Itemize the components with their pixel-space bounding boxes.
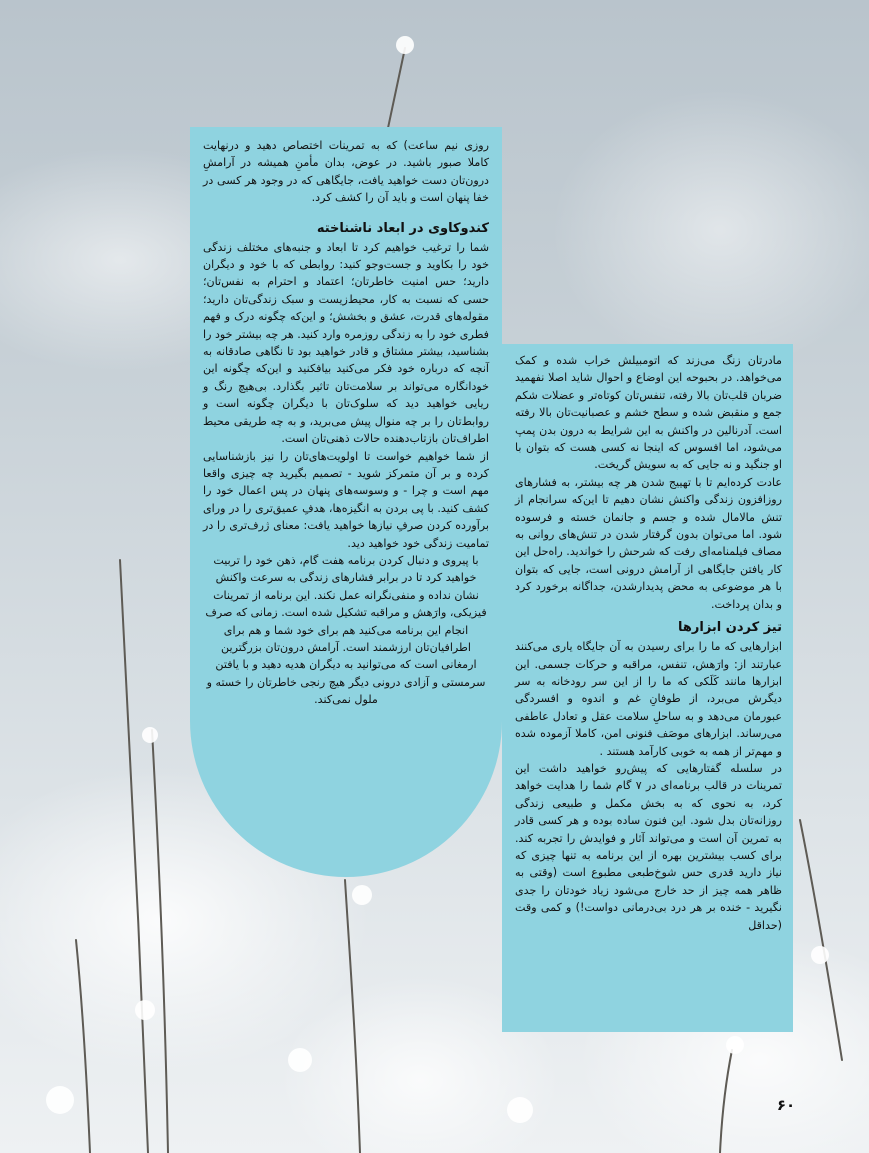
body-paragraph: در سلسله گفتارهایی که پیش‌رو خواهید داشت این تمرینات در قالب برنامه‌ای در ۷ گام شما را هدایت خواهد کرد، به نحوی که به بخش مکمل و طبیعی زندگی روزانه‌تان بدل شود. این فنون ساده بوده و هر کسی قادر به تمرین آن است و می‌تواند آثار و فوایدش را تجربه کند. برای کسب بیشترین بهره از این برنامه به تنها چیزی که نیاز دارید قدری حس شوخ‌طبعی مطبوع است (وقتی به ظاهر همه چیز از حد خارج می‌شود زیاد خودتان را جدی نگیرید - خنده بر هر درد بی‌درمانی دواست!) و کمی وقت (حداقل bbox=[515, 761, 782, 932]
snow-tuft bbox=[811, 946, 829, 964]
plant-stem bbox=[388, 48, 405, 128]
snow-tuft bbox=[288, 1048, 312, 1072]
text-panel-right bbox=[502, 344, 793, 1032]
text-panel-left bbox=[190, 127, 502, 877]
body-paragraph: عادت کرده‌ایم تا با تهییج شدن هر چه بیشتر، به فشارهای روزافزون زندگی واکنش نشان دهیم تا این‌که سرانجام از تنش مالامال شده و جسم و جانمان خسته و فرسوده شود. اما می‌توان بدون گرفتار شدن در تنش‌های روانی به مصاف فیلمنامه‌ای رفت که شرحش را خوانديد. راه‌حل این کار یافتن جایگاهی از آرامش درونی است، جایی که بتوان با هر موضوعی به محض پدیدارشدن، جداگانه برخورد کرد و بدان پرداخت. bbox=[515, 475, 782, 611]
plant-stem bbox=[345, 880, 360, 1153]
plant-stem bbox=[152, 730, 168, 1153]
snow-tuft bbox=[352, 885, 372, 905]
snow-tuft bbox=[396, 36, 414, 54]
snow-tuft bbox=[142, 727, 158, 743]
body-paragraph: با پیروی و دنبال کردن برنامه هفت گام، ذهن خود را تربیت خواهید کرد تا در برابر فشارهای زندگی به سرعت واکنش نشان نداده و منفی‌نگرانه عمل نکند. این برنامه از تمرینات فیزیکی، وارَهش و مراقبه تشکیل شده است. زمانی که صرف انجام این برنامه می‌کنید هم برای خود شما و هم برای اطرافیان‌تان ارزشمند است. آرامش درون‌تان بزرگترین ارمغانی است که می‌توانید به دیگران هدیه دهید و با یافتن سرمستی و آزادی درونی دیگر هیچ رنجی خاطرتان را خسته و ملول نمی‌کند. bbox=[205, 553, 487, 707]
plant-stem bbox=[720, 1050, 732, 1153]
plant-stem bbox=[120, 560, 148, 1153]
body-paragraph: ابزارهایی که ما را برای رسیدن به آن جایگاه یاری می‌کنند عبارتند از: وارَهش، تنفس، مراقبه و حرکات جسمی. این ابزارها مانند کَلَکی که ما را از این سر رودخانه به سر دیگرش می‌برد، از طوفانِ غم و اندوه و افسردگی عبورمان می‌دهد و به ساحلِ سلامت عقل و تعادل عاطفی می‌رساند. ابزارهای موصَف فنونی امن، کاملا آزموده شده و مهم‌تر از همه به خوبی کارآمد هستند . bbox=[515, 640, 782, 758]
body-paragraph: از شما خواهیم خواست تا اولویت‌های‌تان را نیز بازشناسایی کرده و بر آن متمرکز شوید - تصمیم بگیرید چه چیزی واقعا مهم است و چرا - و وسوسه‌های پنهان در پس اعمال خود را کشف کنید. با پی بردن به انگیزه‌ها، هدفِ عمیق‌تری را در ورای برآورده کردن صرفِ نیازها خواهید یافت: معنای ژرف‌تری را در تمامیت زندگی خود خواهید دید. bbox=[203, 449, 489, 550]
section-heading: تیز کردن ابزارها bbox=[678, 620, 782, 636]
body-paragraph: شما را ترغیب خواهیم کرد تا ابعاد و جنبه‌های مختلف زندگی خود را بکاوید و جست‌وجو کنید: روابطی که با خود و دیگران دارید؛ حس امنیت خاطرتان؛ اعتماد و احترام به نفس‌تان؛ حسی که نسبت به کار، محیط‌زیست و سبک زندگی‌تان دارید؛ مقوله‌های قدرت، عشق و بخشش؛ و این‌که چگونه درک و فهم فطری خود را به زندگی روزمره وارد کنید. هر چه بیشتر خود را بشناسید، بیشتر مشتاق و قادر خواهید بود تا نگاهی صادقانه به آنچه که درباره خود فکر می‌کنید بیافکنید و این‌که چگونه این خودانگاره می‌تواند بر سلامت‌تان تاثیر بگذارد. بی‌هیچ رنگ و ریایی خواهید دید که سلوک‌تان با دیگران چگونه است و روابط‌تان را بر چه منوال پیش می‌برید، و به چه طریقی محیط اطراف‌تان بازتاب‌دهنده حالات ذهنی‌تان است. bbox=[203, 240, 489, 446]
section-heading: کندوکاوی در ابعاد ناشناخته bbox=[316, 220, 489, 236]
intro-paragraph: روزی نیم ساعت) که به تمرینات اختصاص دهید و درنهایت کاملا صبور باشید. در عوض، بدان مأمنِ همیشه در آرامشِ درون‌تان دست خواهید یافت، جایگاهی که در وجود هر کسی در خفا پنهان است و باید آن را کشف کرد. bbox=[203, 139, 489, 205]
body-paragraph: مادرتان زنگ می‌زند که اتومبیلش خراب شده و کمک می‌خواهد. در بحبوحه این اوضاع و احوال شاید اصلا نفهمید ضربان قلب‌تان بالا رفته، تنفس‌تان کوتاه‌تر و عضلات شکم جمع و منقبض شده و سطح خشم و عصبانیت‌تان بالا رفته است. آدرنالین در واکنش به این شرایط به درون بدن پمپ می‌شود، اما افسوس که اینجا نه کسی هست که بتوان با او جنگید و نه جایی که به سویش گریخت. bbox=[515, 354, 782, 472]
snow-tuft bbox=[46, 1086, 74, 1114]
plant-stem bbox=[800, 820, 842, 1060]
plant-stem bbox=[76, 940, 90, 1153]
page-number: ۶۰ bbox=[776, 1096, 796, 1114]
snow-tuft bbox=[135, 1000, 155, 1020]
snow-tuft bbox=[726, 1036, 744, 1054]
snow-tuft bbox=[507, 1097, 533, 1123]
